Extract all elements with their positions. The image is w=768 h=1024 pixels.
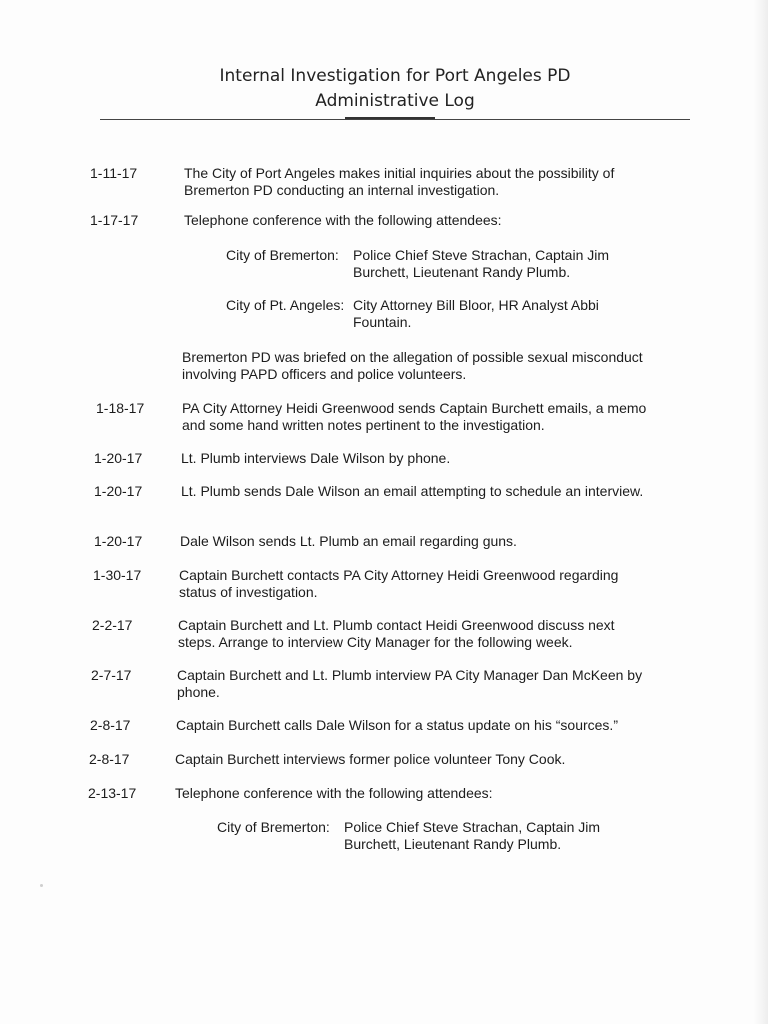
header-divider-accent [345,117,435,119]
entry-date: 2-2-17 [92,617,133,633]
entry-text: The City of Port Angeles makes initial inquiries about the possibility of Bremerton PD conducting an internal investigation. [184,165,615,198]
attendee-names: Police Chief Steve Strachan, Captain Jim Burchett, Lieutenant Randy Plumb. [344,819,601,852]
attendee-names: Police Chief Steve Strachan, Captain Jim Burchett, Lieutenant Randy Plumb. [353,247,610,280]
entry-text: Captain Burchett contacts PA City Attorney Heidi Greenwood regarding status of investigation. [179,567,619,600]
entry-date: 1-30-17 [93,567,142,583]
scan-speck [40,884,43,887]
entry-date: 1-17-17 [90,212,139,228]
attendee-group-bremerton [226,247,656,287]
entry-date: 2-13-17 [88,785,137,801]
entry-date: 2-8-17 [90,717,131,733]
entry-text: Dale Wilson sends Lt. Plumb an email regarding guns. [180,533,517,549]
entry-text: Captain Burchett and Lt. Plumb contact Heidi Greenwood discuss next steps. Arrange to interview City Manager for the following week. [178,617,615,650]
entry-date: 1-20-17 [94,533,143,549]
entry-date: 1-20-17 [94,450,143,466]
entry-text: Telephone conference with the following attendees: [175,785,493,801]
attendee-city-label: City of Pt. Angeles: [226,297,345,313]
entry-date: 1-18-17 [96,400,145,416]
document-header [100,64,690,114]
attendee-group-bremerton [217,819,647,859]
attendee-group-port-angeles [226,297,656,337]
entry-text: Captain Burchett interviews former police volunteer Tony Cook. [175,751,566,767]
document-title: Internal Investigation for Port Angeles PD [219,66,571,86]
entry-text: Captain Burchett and Lt. Plumb interview PA City Manager Dan McKeen by phone. [177,667,643,700]
page-edge-shadow [754,0,768,1024]
entry-date: 2-8-17 [89,751,130,767]
attendee-city-label: City of Bremerton: [226,247,339,263]
entry-text: Lt. Plumb interviews Dale Wilson by phone. [181,450,451,466]
attendee-city-label: City of Bremerton: [217,819,330,835]
entry-text: PA City Attorney Heidi Greenwood sends Captain Burchett emails, a memo and some hand written notes pertinent to the investigation. [182,400,647,433]
attendee-names: City Attorney Bill Bloor, HR Analyst Abbi Fountain. [353,297,599,330]
entry-date: 2-7-17 [91,667,132,683]
entry-text: Lt. Plumb sends Dale Wilson an email attempting to schedule an interview. [181,483,644,499]
header-divider [100,119,690,120]
entry-text: Captain Burchett calls Dale Wilson for a status update on his “sources.” [176,717,618,733]
document-subtitle: Administrative Log [315,91,475,111]
entry-date: 1-11-17 [90,165,138,181]
entry-text: Telephone conference with the following attendees: [184,212,502,228]
briefing-note: Bremerton PD was briefed on the allegation of possible sexual misconduct involving PAPD officers and police volunteers. [182,349,643,382]
entry-date: 1-20-17 [94,483,143,499]
